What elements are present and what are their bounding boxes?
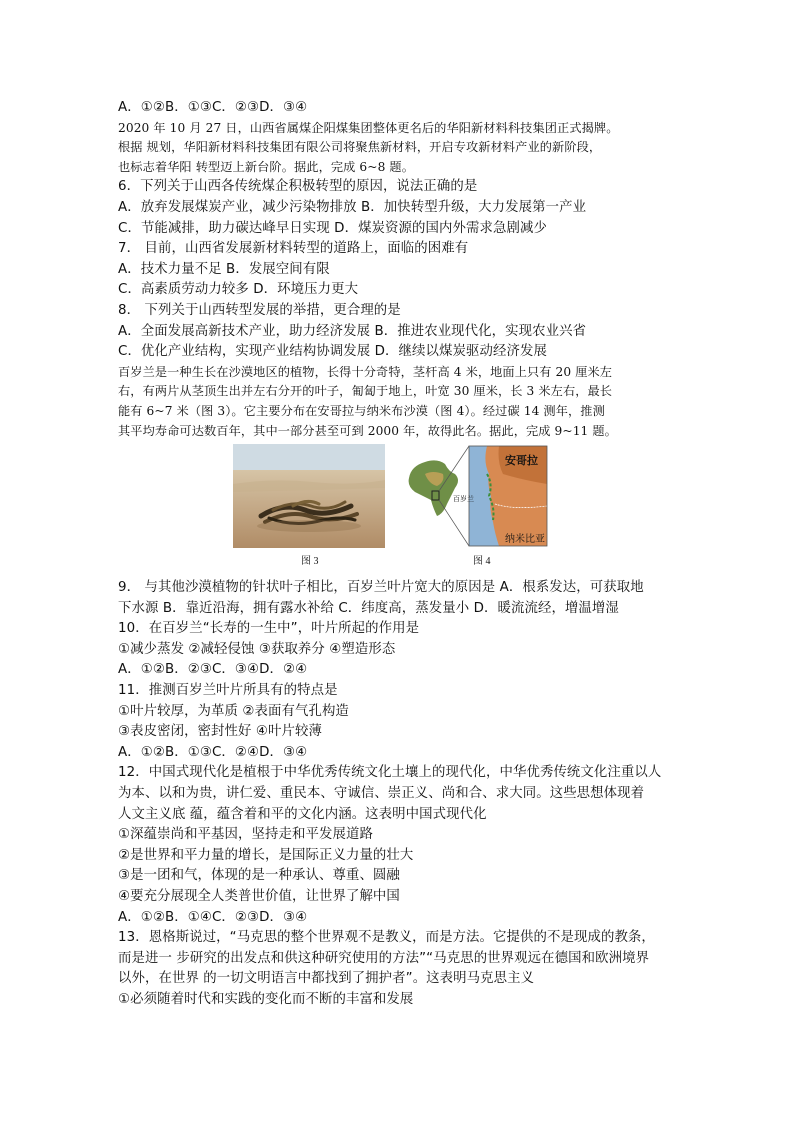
question-6-options-ab: A．放弃发展煤炭产业，减少污染物排放 B．加快转型升级，大力发展第一产业 <box>118 199 587 215</box>
figure-3-caption: 图 3 <box>301 556 319 568</box>
question-8-options-cd: C．优化产业结构，实现产业结构协调发展 D．继续以煤炭驱动经济发展 <box>118 344 547 360</box>
question-12-line-2: 为本、以和为贵，讲仁爱、重民本、守诚信、崇正义、尚和合、求大同。这些思想体现着 <box>118 786 645 802</box>
figure-4-distribution-map <box>403 444 549 548</box>
question-7-options-cd: C．高素质劳动力较多 D．环境压力更大 <box>118 282 359 298</box>
question-10-options: A．①②B．②③C．③④D．②④ <box>118 662 308 678</box>
figures-row <box>118 444 684 574</box>
exam-page <box>118 98 684 1011</box>
figure-3-welwitschia-photo <box>233 444 385 548</box>
question-9-line-1: 9． 与其他沙漠植物的针状叶子相比，百岁兰叶片宽大的原因是 A．根系发达，可获取地 <box>118 580 644 596</box>
label-namibia: 纳米比亚 <box>505 534 545 546</box>
question-11-options: A．①②B．①③C．②④D．③④ <box>118 744 308 760</box>
question-12-options: A．①②B．①④C．②③D．③④ <box>118 909 308 925</box>
question-12-line-3: 人文主义底 蕴，蕴含着和平的文化内涵。这表明中国式现代化 <box>118 806 487 822</box>
passage-huayang-3: 也标志着华阳 转型迈上新台阶。据此，完成 6~8 题。 <box>118 159 414 174</box>
label-angola: 安哥拉 <box>505 455 538 468</box>
question-7-options-ab: A．技术力量不足 B．发展空间有限 <box>118 261 330 277</box>
question-11: 11．推测百岁兰叶片所具有的特点是 <box>118 683 338 699</box>
question-9-line-2: 下水源 B．靠近沿海，拥有露水补给 C．纬度高，蒸发量小 D．暖流流经，增温增湿 <box>118 600 619 616</box>
question-12-line-1: 12．中国式现代化是植根于中华优秀传统文化土壤上的现代化，中华优秀传统文化注重以人 <box>118 765 662 781</box>
question-13-line-1: 13．恩格斯说过，“马克思的整个世界观不是教义，而是方法。它提供的不是现成的教条， <box>118 930 655 946</box>
question-13-line-2: 而是进一 步研究的出发点和供这种研究使用的方法”“马克思的世界观远在德国和欧洲境界 <box>118 950 650 966</box>
question-11-statements-1: ①叶片较厚，为革质 ②表面有气孔构造 <box>118 703 349 719</box>
question-12-statement-4: ④要充分展现全人类普世价值，让世界了解中国 <box>118 889 400 904</box>
passage-huayang-1: 2020 年 10 月 27 日，山西省属煤企阳煤集团整体更名后的华阳新材料科技集团正式揭牌。 <box>118 120 619 135</box>
passage-welwitschia-1: 百岁兰是一种生长在沙漠地区的植物，长得十分奇特，茎杆高 4 米，地面上只有 20 厘米左 <box>118 364 613 379</box>
question-12-statement-1: ①深蕴崇尚和平基因，坚持走和平发展道路 <box>118 827 373 843</box>
question-12-statement-2: ②是世界和平力量的增长，是国际正义力量的壮大 <box>118 847 414 863</box>
question-7: 7． 目前，山西省发展新材料转型的道路上，面临的困难有 <box>118 241 469 257</box>
passage-huayang-2: 根据 规划，华阳新材料科技集团有限公司将聚焦新材料，开启专攻新材料产业的新阶段， <box>118 140 602 155</box>
passage-welwitschia-3: 能有 6~7 米（图 3）。它主要分布在安哥拉与纳米布沙漠（图 4）。经过碳 14 测年，推测 <box>118 403 605 418</box>
answer-options-q5: A．①②B．①③C．②③D．③④ <box>118 100 308 115</box>
question-11-statements-2: ③表皮密闭，密封性好 ④叶片较薄 <box>118 724 322 740</box>
question-6-options-cd: C．节能减排，助力碳达峰早日实现 D．煤炭资源的国内外需求急剧减少 <box>118 220 547 236</box>
question-10-statements: ①减少蒸发 ②减轻侵蚀 ③获取养分 ④塑造形态 <box>118 641 396 657</box>
passage-welwitschia-2: 右，有两片从茎顶生出并左右分开的叶子，匍匐于地上，叶宽 30 厘米，长 3 米左右，最长 <box>118 384 613 399</box>
question-13-statement-1: ①必须随着时代和实践的变化而不断的丰富和发展 <box>118 991 414 1007</box>
question-12-statement-3: ③是一团和气，体现的是一种承认、尊重、圆融 <box>118 868 400 884</box>
question-8-options-ab: A．全面发展高新技术产业，助力经济发展 B．推进农业现代化，实现农业兴省 <box>118 323 587 339</box>
passage-welwitschia-4: 其平均寿命可达数百年，其中一部分甚至可到 2000 年，故得此名。据此，完成 9~11 题。 <box>118 423 617 438</box>
label-welwitschia: 百岁兰 <box>453 496 474 504</box>
figure-4-caption: 图 4 <box>473 556 491 568</box>
question-8: 8． 下列关于山西转型发展的举措，更合理的是 <box>118 302 401 318</box>
question-13-line-3: 以外，在世界 的一切文明语言中都找到了拥护者”。这表明马克思主义 <box>118 971 535 987</box>
question-10: 10．在百岁兰“长寿的一生中”，叶片所起的作用是 <box>118 621 420 637</box>
question-6: 6．下列关于山西各传统煤企积极转型的原因，说法正确的是 <box>118 179 478 195</box>
